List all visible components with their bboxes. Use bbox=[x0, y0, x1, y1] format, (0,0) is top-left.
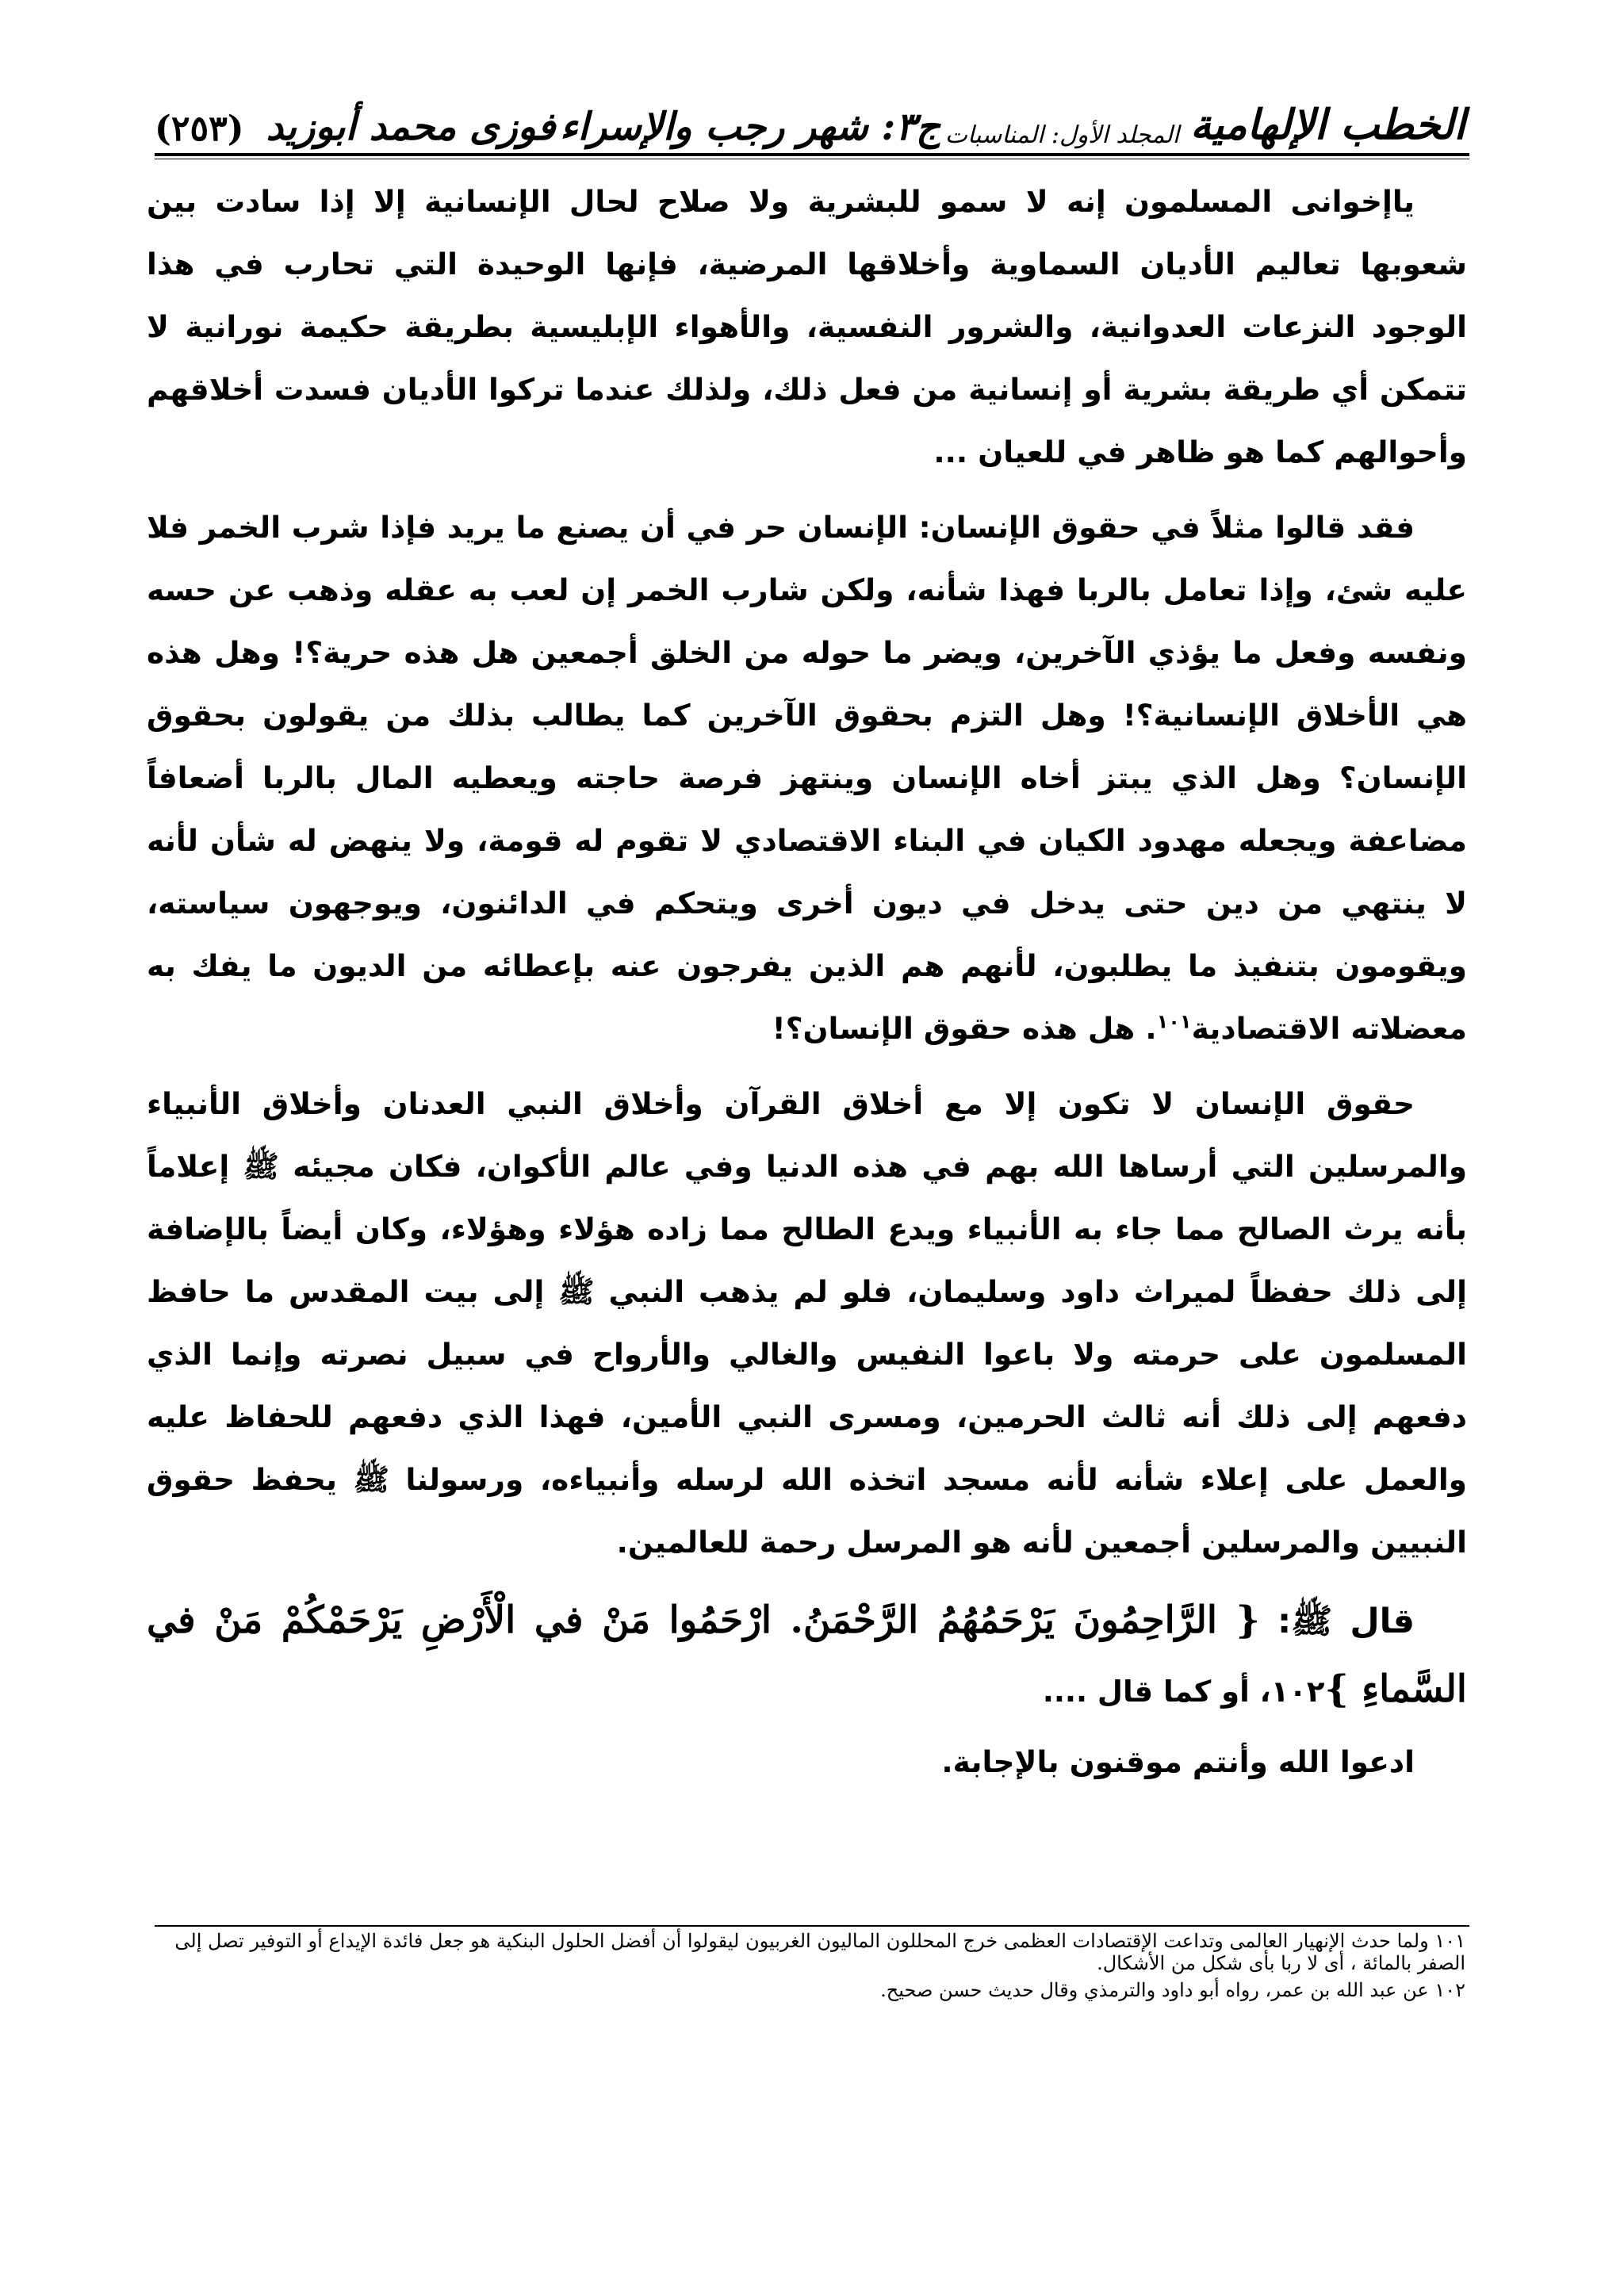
footnotes bbox=[155, 1930, 1465, 2006]
author-name: فوزى محمد أبوزيد bbox=[266, 105, 556, 149]
header-author-group bbox=[155, 105, 555, 149]
footnote-101: ١٠١ ولما حدث الإنهيار العالمى وتداعت الإقتصادات العظمى خرج المحللون الماليون الغربيون ليقولوا أن أفضل الحلول البنكية هو جعل فائدة الإيداع أو التوفير تصل إلى الصفر بالمائة ، أى لا ربا بأى شكل من الأشكال. bbox=[174, 1930, 1465, 1974]
footnote-ref-101[interactable]: ١٠١ bbox=[1156, 1010, 1192, 1033]
footnote-rule bbox=[155, 1925, 1469, 1927]
hadith-tail: ، أو كما قال .... bbox=[1042, 1675, 1271, 1709]
hadith-quote: { الرَّاحِمُونَ يَرْحَمُهُمُ الرَّحْمَنُ. ارْحَمُوا مَنْ في الْأَرْضِ يَرْحَمْكُمْ مَنْ في السَّماءِ } bbox=[147, 1598, 1467, 1711]
running-header bbox=[155, 94, 1465, 149]
series-title: الخطب الإلهامية bbox=[1190, 101, 1465, 149]
hadith-paragraph bbox=[147, 1587, 1467, 1726]
body-text bbox=[147, 170, 1467, 1790]
header-rule bbox=[155, 153, 1469, 156]
paragraph-3: حقوق الإنسان لا تكون إلا مع أخلاق القرآن وأخلاق النبي العدنان وأخلاق الأنبياء والمرسلين التي أرساها الله بهم في هذه الدنيا وفي عالم الأكوان، فكان مجيئه ﷺ إعلاماً بأنه يرث الصالح مما جاء به الأنبياء ويدع الطالح مما زاده هؤلاء وهؤلاء، وكان أيضاً بالإضافة إلى ذلك حفظاً لميراث داود وسليمان، فلو لم يذهب النبي ﷺ إلى بيت المقدس ما حافظ المسلمون على حرمته ولا باعوا النفيس والغالي والأرواح في سبيل نصرته وإنما الذي دفعهم إلى ذلك أنه ثالث الحرمين، ومسرى النبي الأمين، فهذا الذي دفعهم للحفاظ عليه والعمل على إعلاء شأنه لأنه مسجد اتخذه الله لرسله وأنبياءه، ورسولنا ﷺ يحفظ حقوق النبيين والمرسلين أجمعين لأنه هو المرسل رحمة للعالمين. bbox=[147, 1086, 1467, 1560]
footnote-102: ١٠٢ عن عبد الله بن عمر، رواه أبو داود والترمذي وقال حديث حسن صحيح. bbox=[880, 1979, 1465, 2001]
page-number: (٢٥٣) bbox=[155, 109, 244, 149]
paragraph-1: ياإخوانى المسلمون إنه لا سمو للبشرية ولا صلاح لحال الإنسانية إلا إذا سادت بين شعوبها تعاليم الأديان السماوية وأخلاقها المرضية، فإنها الوحيدة التي تحارب في هذا الوجود النزعات العدوانية، والشرور النفسية، والأهواء الإبليسية بطريقة حكيمة نورانية لا تتمكن أي طريقة بشرية أو إنسانية من فعل ذلك، ولذلك عندما تركوا الأديان فسدت أخلاقهم وأحوالهم كما هو ظاهر في للعيان ... bbox=[147, 184, 1467, 469]
paragraph-2-text: فقد قالوا مثلاً في حقوق الإنسان: الإنسان حر في أن يصنع ما يريد فإذا شرب الخمر فلا عليه شئ، وإذا تعامل بالربا فهذا شأنه، ولكن شارب الخمر إن لعب به عقله وذهب عن حسه ونفسه وفعل ما يؤذي الآخرين، ويضر ما حوله من الخلق أجمعين هل هذه حرية؟! وهل هذه هي الأخلاق الإنسانية؟! وهل التزم بحقوق الآخرين كما يطالب بذلك من يقولون بحقوق الإنسان؟ وهل الذي يبتز أخاه الإنسان وينتهز فرصة حاجته ويعطيه المال بالربا أضعافاً مضاعفة ويجعله مهدود الكيان في البناء الاقتصادي لا تقوم له قومة، ولا ينهض له شأن لأنه لا ينتهي من دين حتى يدخل في ديون أخرى ويتحكم في الدائنون، ويوجهون سياسته، ويقومون بتنفيذ ما يطلبون، لأنهم هم الذين يفرجون عنه بإعطائه من الديون ما يفك به معضلاته الاقتصادية bbox=[147, 510, 1467, 1046]
part-title: ج٣: شهر رجب والإسراء bbox=[560, 105, 941, 149]
footnote-ref-102[interactable]: ١٠٢ bbox=[1270, 1675, 1325, 1709]
closing-line: ادعوا الله وأنتم موقنون بالإجابة. bbox=[941, 1744, 1415, 1779]
volume-label: المجلد الأول: المناسبات bbox=[944, 121, 1180, 149]
hadith-intro: قال ﷺ: bbox=[1277, 1602, 1415, 1641]
paragraph-2-tail: . هل هذه حقوق الإنسان؟! bbox=[772, 1011, 1157, 1046]
header-title-group bbox=[945, 101, 1465, 149]
paragraph-2 bbox=[147, 496, 1467, 1060]
